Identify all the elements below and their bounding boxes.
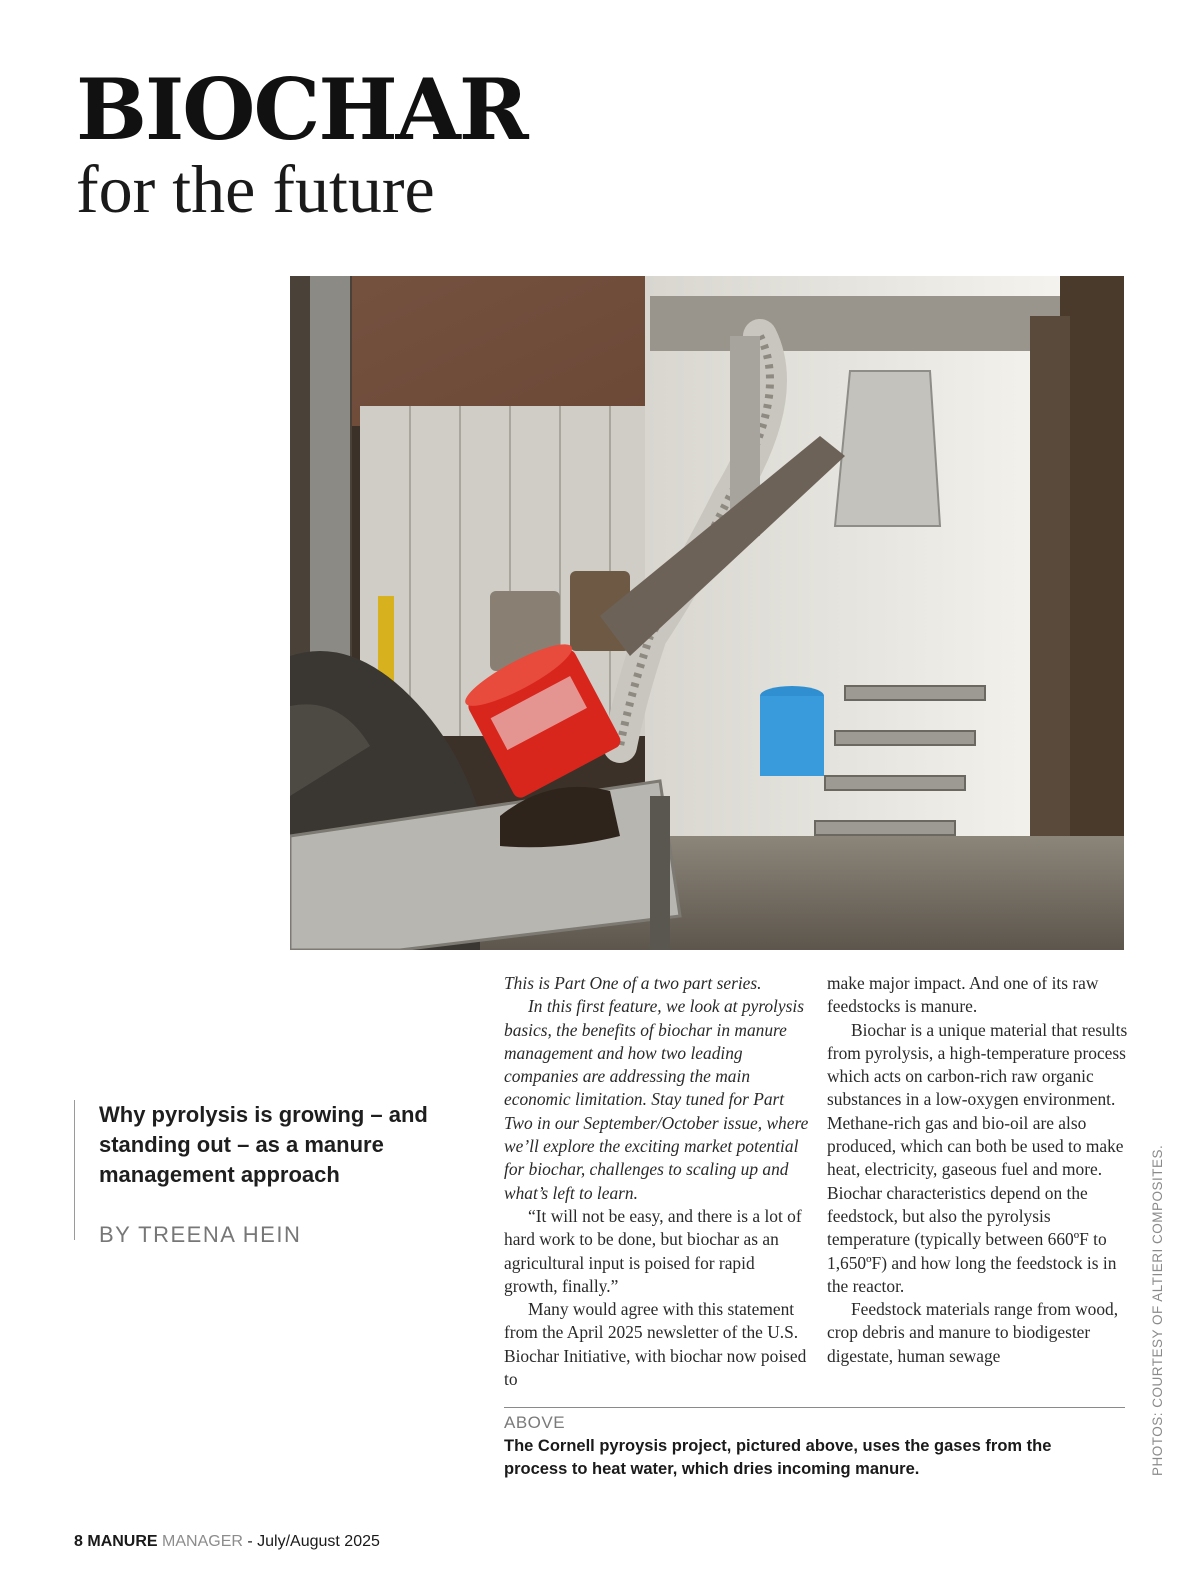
- headline: BIOCHAR: [76, 60, 527, 159]
- folio: [74, 1533, 380, 1551]
- caption-label: ABOVE: [504, 1413, 566, 1432]
- issue-date: - July/August 2025: [247, 1533, 380, 1550]
- body-paragraph-continued: make major impact. And one of its raw feedstocks is manure.: [827, 973, 1099, 1017]
- byline: BY TREENA HEIN: [99, 1222, 302, 1247]
- feature-photo: [290, 276, 1124, 950]
- deck-block: [74, 1100, 455, 1247]
- deck: Why pyrolysis is growing – and standing out – as a manure management approach: [99, 1102, 428, 1187]
- body-paragraph: Biochar is a unique material that results from pyrolysis, a high-temperature process which acts on carbon-rich raw organic substances in a low-oxygen environment. Methane-rich gas and bio-oil are also produced, which can both be used to make heat, electricity, gaseous fuel and more. Biochar characteristics depend on the feedstock, but also the pyrolysis temperature (typically between 660ºF to 1,650ºF) and how long the feedstock is in the reactor.: [827, 1019, 1128, 1296]
- body-paragraph: Many would agree with this statement from the April 2025 newsletter of the U.S. Biochar Initiative, with biochar now poised to: [504, 1299, 807, 1390]
- subheadline: for the future: [76, 151, 435, 227]
- magazine-name-bold: MANURE: [87, 1533, 158, 1550]
- intro-line: This is Part One of a two part series.: [504, 973, 762, 993]
- caption-text: The Cornell pyroysis project, pictured above, uses the gases from the process to heat water, which dries incoming manure.: [504, 1437, 1052, 1478]
- caption-rule: [504, 1407, 1125, 1408]
- body-column-1: [504, 972, 810, 1391]
- magazine-name-light: MANAGER: [157, 1533, 243, 1550]
- body-column-2: [827, 972, 1129, 1368]
- body-paragraph: “It will not be easy, and there is a lot of hard work to be done, but biochar as an agricultural input is poised for rapid growth, finally.”: [504, 1205, 802, 1296]
- body-paragraph: Feedstock materials range from wood, crop debris and manure to biodigester digestate, human sewage: [827, 1299, 1119, 1366]
- intro-paragraph: In this first feature, we look at pyrolysis basics, the benefits of biochar in manure management and how two leading companies are addressing the main economic limitation. Stay tuned for Part Two in our September/October issue, where we’ll explore the exciting market potential for biochar, challenges to scaling up and what’s left to learn.: [504, 996, 809, 1203]
- page-number: 8: [74, 1533, 83, 1550]
- photo-credit: PHOTOS: COURTESY OF ALTIERI COMPOSITES.: [1150, 1144, 1165, 1476]
